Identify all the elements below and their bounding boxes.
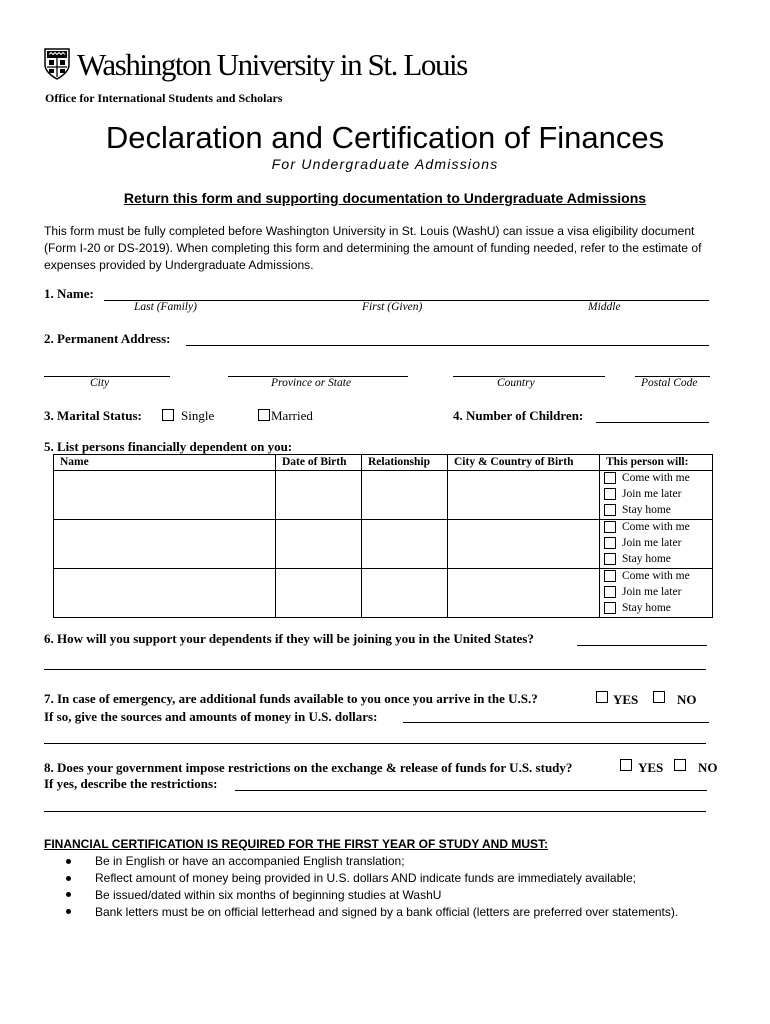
emergency-funds-label: 7. In case of emergency, are additional funds available to you once you arrive in the U.S.? <box>44 691 538 706</box>
support-answer-line-2[interactable] <box>44 669 706 670</box>
emergency-yes-label: YES <box>613 692 639 707</box>
dependent-plan-cell <box>600 569 713 618</box>
dependent-dob-cell[interactable] <box>276 569 362 618</box>
support-question-label: 6. How will you support your dependents if they will be joining you in the United States? <box>44 631 534 646</box>
list-item: Reflect amount of money being provided in U.S. dollars AND indicate funds are immediately available; <box>60 870 678 887</box>
marital-status-label: 3. Marital Status: <box>44 408 142 423</box>
children-label: 4. Number of Children: <box>453 408 584 423</box>
restrictions-no-checkbox[interactable] <box>674 759 686 771</box>
checkbox[interactable] <box>604 586 616 598</box>
checkbox[interactable] <box>604 504 616 516</box>
option-join-me-later[interactable]: Join me later <box>604 537 681 549</box>
restrictions-describe-field[interactable] <box>235 790 707 791</box>
address-field[interactable] <box>186 345 709 346</box>
emergency-no-label: NO <box>677 692 697 707</box>
dependent-birthplace-cell[interactable] <box>448 471 600 520</box>
dependent-relationship-cell[interactable] <box>362 569 448 618</box>
dependent-relationship-cell[interactable] <box>362 471 448 520</box>
bullet-icon <box>66 876 71 881</box>
city-caption: City <box>90 377 110 389</box>
checkbox[interactable] <box>604 521 616 533</box>
country-caption: Country <box>497 377 535 389</box>
province-caption: Province or State <box>271 377 352 389</box>
restrictions-yes-checkbox[interactable] <box>620 759 632 771</box>
dependent-name-cell[interactable] <box>54 520 276 569</box>
dependent-dob-cell[interactable] <box>276 471 362 520</box>
form-subtitle: For Undergraduate Admissions <box>271 156 499 172</box>
restrictions-no-label: NO <box>698 760 718 775</box>
option-come-with-me[interactable]: Come with me <box>604 521 690 533</box>
table-header-row <box>54 455 713 471</box>
bullet-icon <box>66 859 71 864</box>
column-header-name: Name <box>54 455 276 471</box>
restrictions-describe-label: If yes, describe the restrictions: <box>44 776 218 791</box>
bullet-icon <box>66 892 71 897</box>
shield-icon <box>44 48 70 80</box>
option-stay-home[interactable]: Stay home <box>604 504 671 516</box>
restrictions-describe-line-2[interactable] <box>44 811 706 812</box>
table-row <box>54 520 713 569</box>
dependent-dob-cell[interactable] <box>276 520 362 569</box>
list-item: Be in English or have an accompanied English translation; <box>60 853 678 870</box>
list-item: Be issued/dated within six months of beginning studies at WashU <box>60 887 678 904</box>
checkbox[interactable] <box>604 537 616 549</box>
restrictions-yes-label: YES <box>638 760 664 775</box>
single-option-label: Single <box>181 408 215 423</box>
option-come-with-me[interactable]: Come with me <box>604 472 690 484</box>
dependent-name-cell[interactable] <box>54 569 276 618</box>
checkbox[interactable] <box>604 488 616 500</box>
option-join-me-later[interactable]: Join me later <box>604 586 681 598</box>
dependent-plan-cell <box>600 471 713 520</box>
emergency-yes-checkbox[interactable] <box>596 691 608 703</box>
dependent-birthplace-cell[interactable] <box>448 569 600 618</box>
dependent-relationship-cell[interactable] <box>362 520 448 569</box>
financial-requirements-list <box>60 853 678 920</box>
form-title: Declaration and Certification of Finances <box>105 120 665 155</box>
children-field[interactable] <box>596 422 709 423</box>
list-item: Bank letters must be on official letterhead and signed by a bank official (letters are preferred over statements). <box>60 903 678 920</box>
first-name-caption: First (Given) <box>362 301 423 313</box>
single-checkbox[interactable] <box>162 409 174 421</box>
dependent-birthplace-cell[interactable] <box>448 520 600 569</box>
university-logo <box>44 44 467 84</box>
checkbox[interactable] <box>604 553 616 565</box>
name-label: 1. Name: <box>44 286 94 301</box>
financial-certification-title: FINANCIAL CERTIFICATION IS REQUIRED FOR THE FIRST YEAR OF STUDY AND MUST: <box>44 837 549 851</box>
dependent-name-cell[interactable] <box>54 471 276 520</box>
logo-wordmark: Washington University in St. Louis <box>77 46 467 82</box>
government-restrictions-label: 8. Does your government impose restrictions on the exchange & release of funds for U.S. study? <box>44 760 573 775</box>
dependents-label: 5. List persons financially dependent on you: <box>44 439 293 454</box>
option-join-me-later[interactable]: Join me later <box>604 488 681 500</box>
column-header-birthplace: City & Country of Birth <box>448 455 600 471</box>
table-row <box>54 569 713 618</box>
column-header-relationship: Relationship <box>362 455 448 471</box>
column-header-this-person-will: This person will: <box>600 455 713 471</box>
intro-paragraph: This form must be fully completed before Washington University in St. Louis (WashU) can issue a visa eligibility document (Form I-20 or DS-2019). When completing this form and determining the amount of funding needed, refer to the estimate of expenses provided by Undergraduate Admissions. <box>44 224 702 272</box>
married-checkbox[interactable] <box>258 409 270 421</box>
married-option-label: Married <box>271 408 313 423</box>
option-stay-home[interactable]: Stay home <box>604 553 671 565</box>
return-note: Return this form and supporting documentation to Undergraduate Admissions <box>123 190 647 206</box>
checkbox[interactable] <box>604 602 616 614</box>
column-header-dob: Date of Birth <box>276 455 362 471</box>
middle-name-caption: Middle <box>588 301 621 313</box>
postal-code-caption: Postal Code <box>641 377 698 389</box>
emergency-no-checkbox[interactable] <box>653 691 665 703</box>
option-stay-home[interactable]: Stay home <box>604 602 671 614</box>
bullet-icon <box>66 909 71 914</box>
table-row <box>54 471 713 520</box>
emergency-sources-label: If so, give the sources and amounts of money in U.S. dollars: <box>44 709 378 724</box>
office-name: Office for International Students and Scholars <box>45 91 283 105</box>
support-answer-field[interactable] <box>577 645 707 646</box>
address-label: 2. Permanent Address: <box>44 331 171 346</box>
checkbox[interactable] <box>604 570 616 582</box>
emergency-sources-field[interactable] <box>403 722 709 723</box>
last-name-caption: Last (Family) <box>134 301 197 313</box>
checkbox[interactable] <box>604 472 616 484</box>
emergency-sources-line-2[interactable] <box>44 743 706 744</box>
option-come-with-me[interactable]: Come with me <box>604 570 690 582</box>
dependent-plan-cell <box>600 520 713 569</box>
dependents-table <box>53 454 713 618</box>
